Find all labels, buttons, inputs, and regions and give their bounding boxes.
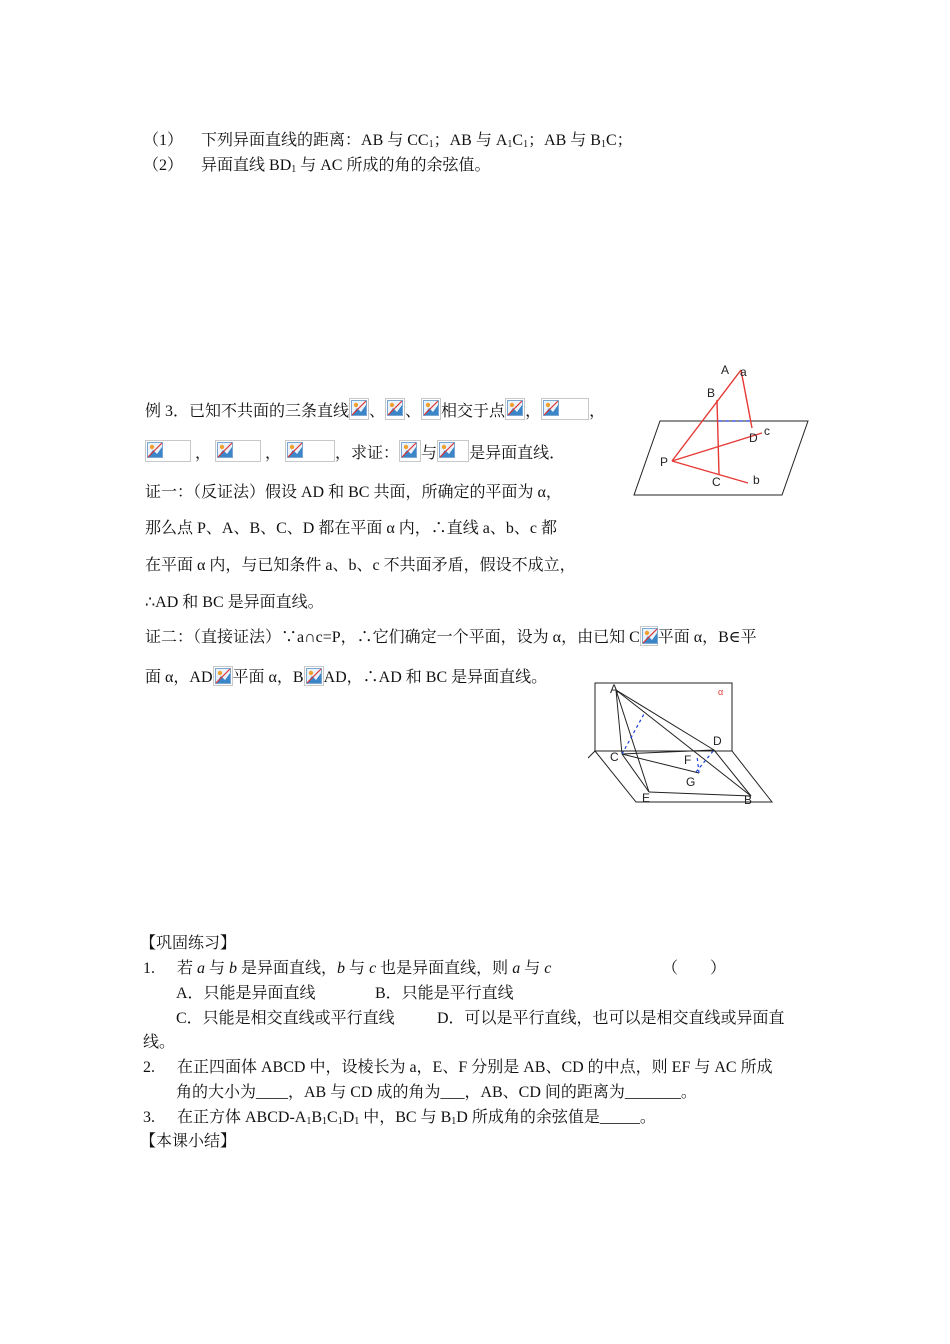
figure-background [630,362,812,499]
separator: ， [195,445,212,462]
variable: a [197,960,206,977]
missing-image-icon [145,440,191,462]
missing-image-icon [541,398,589,420]
text-segment: 与 [421,445,438,462]
missing-image-icon [505,398,525,420]
proof1-line3: 在平面 α 内，与已知条件 a、b、c 不共面矛盾，假设不成立， [145,557,576,574]
variable: a [512,960,521,977]
label-point: P [660,455,669,469]
missing-image-icon [215,440,261,462]
variable: b [229,960,238,977]
subscript: 1 [337,1116,343,1127]
label-point: B [707,386,716,400]
missing-image-icon [385,398,405,420]
text-segment: 面 α，AD [145,669,213,686]
label-point: B [744,793,753,807]
question-item-2 [143,152,490,175]
practice-q2 [143,1054,773,1077]
option-d-wrap: 线。 [143,1034,176,1051]
missing-image-icon [349,398,369,420]
text-segment: B [311,1109,323,1126]
missing-image-icon [285,440,335,462]
label-point: C [610,750,619,764]
text-segment: 相交于点 [441,403,506,420]
subscript: 1 [600,139,606,150]
text-segment: D 所成角的余弦值是_____。 [456,1109,656,1126]
text-segment: D [342,1109,355,1126]
label-plane: α [718,687,724,697]
item-number: （2） [143,157,184,174]
label-point: E [642,791,651,805]
figure-lines-plane [630,362,812,499]
label-line: a [740,365,747,379]
separator: 、 [405,403,422,420]
option-c: C．只能是相交直线或平行直线 [176,1010,395,1027]
text-segment: 也是异面直线，则 [376,960,513,977]
option-a: A．只能是异面直线 [176,985,316,1002]
question-number: 2. [143,1059,155,1076]
text-segment: 在正方体 ABCD-A [177,1109,307,1126]
example3-line1 [145,398,605,421]
example3-line2 [145,440,565,463]
question-item-1 [143,127,633,150]
missing-image-icon [304,666,324,686]
label-point: A [610,682,619,696]
subscript: 1 [306,1116,312,1127]
proof1-line4: ∴AD 和 BC 是异面直线。 [145,594,324,611]
variable: c [544,960,552,977]
proof1-line2: 那么点 P、A、B、C、D 都在平面 α 内，∴直线 a、b、c 都 [145,520,557,537]
text-segment: C [327,1109,338,1126]
variable: b [337,960,346,977]
subscript: 1 [451,1116,457,1127]
subscript: 1 [523,139,529,150]
question-text: 在正四面体 ABCD 中，设棱长为 a，E、F 分别是 AB、CD 的中点，则 EF 与 AC 所成 [177,1059,773,1076]
proof1-line1: 证一：（反证法）假设 AD 和 BC 共面，所确定的平面为 α， [145,484,562,501]
answer-parentheses: （ ） [662,960,727,977]
label-point: G [686,775,696,789]
practice-q3 [143,1104,656,1127]
text-segment: ，求证： [335,445,400,462]
subscript: 1 [507,139,513,150]
example-intro: 例 3．已知不共面的三条直线 [145,403,350,420]
question-number: 3. [143,1109,155,1126]
missing-image-icon [421,398,441,420]
missing-image-icon [399,440,421,462]
figure-proof-diagram [588,680,774,840]
label-point: A [721,363,730,377]
practice-q2-line2: 角的大小为____，AB 与 CD 成的角为___，AB、CD 间的距离为_______。 [176,1084,697,1101]
subscript: 1 [291,164,297,175]
item-text: 异面直线 BD [201,157,292,174]
label-line: c [764,424,770,438]
item-text: 下列异面直线的距离：AB 与 CC [201,132,429,149]
practice-header: 【巩固练习】 [140,935,237,952]
separator: ， [589,403,606,420]
proof2-line2 [145,664,547,687]
subscript: 1 [428,139,434,150]
text-segment: 中，BC 与 B [359,1109,452,1126]
separator: 、 [369,403,386,420]
label-point: C [712,475,721,489]
text-segment: 平面 α，B∈平 [657,629,757,646]
option-d: D．可以是平行直线，也可以是相交直线或异面直 [437,1010,785,1027]
item-number: （1） [143,132,184,149]
text-segment: 证二：（直接证法）∵a∩c=P，∴它们确定一个平面，设为 α，由已知 C [145,629,640,646]
summary-header: 【本课小结】 [140,1133,237,1150]
text-segment: 与 [205,960,230,977]
text-segment: AD，∴AD 和 BC 是异面直线。 [323,669,548,686]
label-point: F [684,753,692,767]
label-line: b [753,473,760,487]
variable: c [369,960,377,977]
practice-q1 [143,955,551,978]
subscript: 1 [322,1116,328,1127]
text-segment: 平面 α，B [232,669,304,686]
text-segment: 是异面直线， [237,960,338,977]
label-point: D [749,431,758,445]
item-text: ；AB 与 A [433,132,508,149]
text-segment: 与 [520,960,545,977]
item-text: 与 AC 所成的角的余弦值。 [296,157,491,174]
text-segment: 若 [177,960,198,977]
separator: ， [265,445,282,462]
text-segment: 是异面直线． [469,445,566,462]
option-b: B．只能是平行直线 [375,985,514,1002]
label-point: D [713,734,722,748]
text-segment: 与 [345,960,370,977]
item-text: C； [605,132,633,149]
missing-image-icon [640,626,658,646]
item-text: C [512,132,524,149]
missing-image-icon [437,440,469,462]
subscript: 1 [354,1116,360,1127]
separator: ， [525,403,542,420]
question-number: 1. [143,960,155,977]
proof2-line1 [145,624,757,647]
missing-image-icon [213,666,233,686]
item-text: ；AB 与 B [528,132,601,149]
